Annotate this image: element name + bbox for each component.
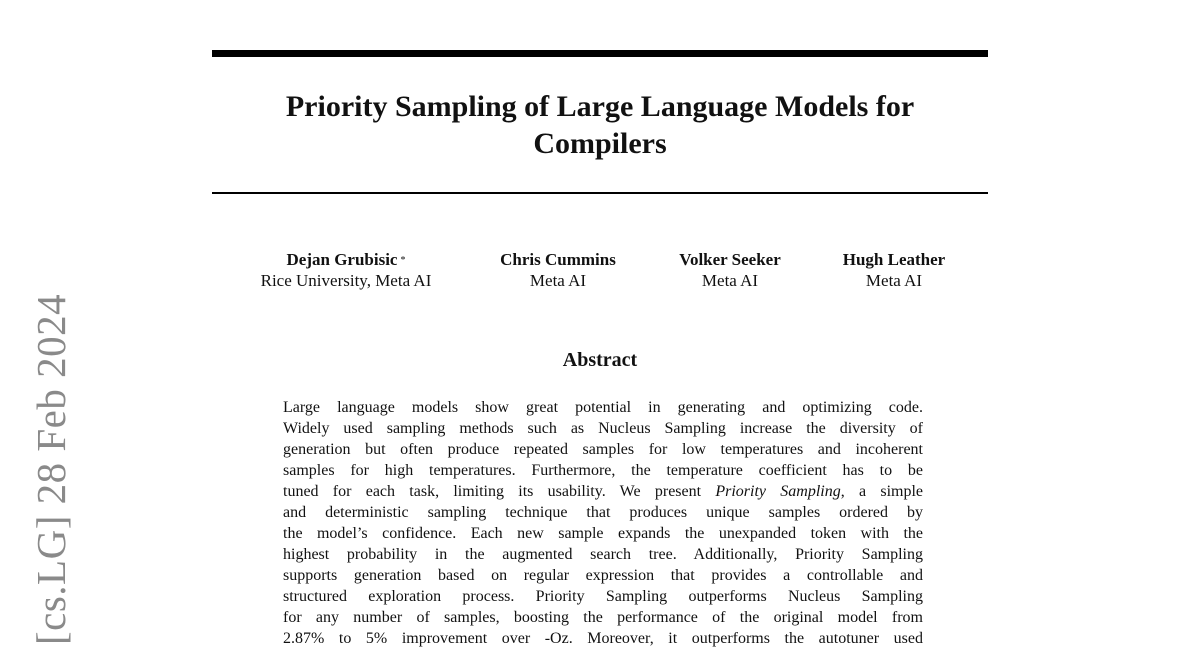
abstract-line: highest probability in the augmented search tree. Additionally, Priority Sampling xyxy=(283,546,923,563)
author-affiliation: Meta AI xyxy=(529,271,587,290)
method-name-italic: Priority Sampling xyxy=(715,483,841,500)
author-affiliation: Meta AI xyxy=(701,271,759,290)
abstract-line: Large language models show great potential in generating and optimizing code. xyxy=(283,399,923,416)
abstract-text: , a simple xyxy=(840,483,924,500)
abstract-line: samples for high temperatures. Furthermore, the temperature coefficient has to be xyxy=(283,462,923,479)
abstract-line: Widely used sampling methods such as Nucleus Sampling increase the diversity of xyxy=(283,420,923,437)
paper-title-line-1: Priority Sampling of Large Language Models for xyxy=(285,90,915,123)
abstract-line xyxy=(283,481,923,502)
abstract-line: for any number of samples, boosting the performance of the original model from xyxy=(283,609,923,626)
abstract-line: generation but often produce repeated samples for low temperatures and incoherent xyxy=(283,441,923,458)
title-top-rule xyxy=(212,50,988,57)
author-name-text: Dejan Grubisic xyxy=(286,250,398,269)
corresponding-author-mark: * xyxy=(400,255,406,266)
abstract-line: and deterministic sampling technique that produces unique samples ordered by xyxy=(283,504,923,521)
paper-title-line-2: Compilers xyxy=(533,127,667,160)
abstract-text: tuned for each task, limiting its usability. We present xyxy=(283,483,716,500)
abstract-line: supports generation based on regular expression that provides a controllable and xyxy=(283,567,923,584)
paper-title xyxy=(212,88,988,162)
author-affiliation: Rice University, Meta AI xyxy=(260,271,432,290)
abstract-body xyxy=(283,397,923,649)
title-bottom-rule xyxy=(212,192,988,194)
abstract-heading: Abstract xyxy=(562,349,638,371)
author-leather xyxy=(832,249,956,291)
author-name: Volker Seeker xyxy=(679,250,781,269)
abstract-line: the model’s confidence. Each new sample expands the unexpanded token with the xyxy=(283,525,923,542)
author-name: Chris Cummins xyxy=(500,250,616,269)
author-affiliation: Meta AI xyxy=(865,271,923,290)
author-seeker xyxy=(668,249,792,291)
author-name: Hugh Leather xyxy=(842,250,946,269)
author-block xyxy=(0,249,1200,293)
arxiv-sidebar-stamp: [cs.LG] 28 Feb 2024 xyxy=(28,293,74,645)
author-name xyxy=(248,249,444,270)
author-grubisic xyxy=(248,249,444,291)
abstract-line: structured exploration process. Priority Sampling outperforms Nucleus Sampling xyxy=(283,588,923,605)
author-cummins xyxy=(488,249,628,291)
abstract-line: 2.87% to 5% improvement over -Oz. Moreover, it outperforms the autotuner used xyxy=(283,630,923,647)
